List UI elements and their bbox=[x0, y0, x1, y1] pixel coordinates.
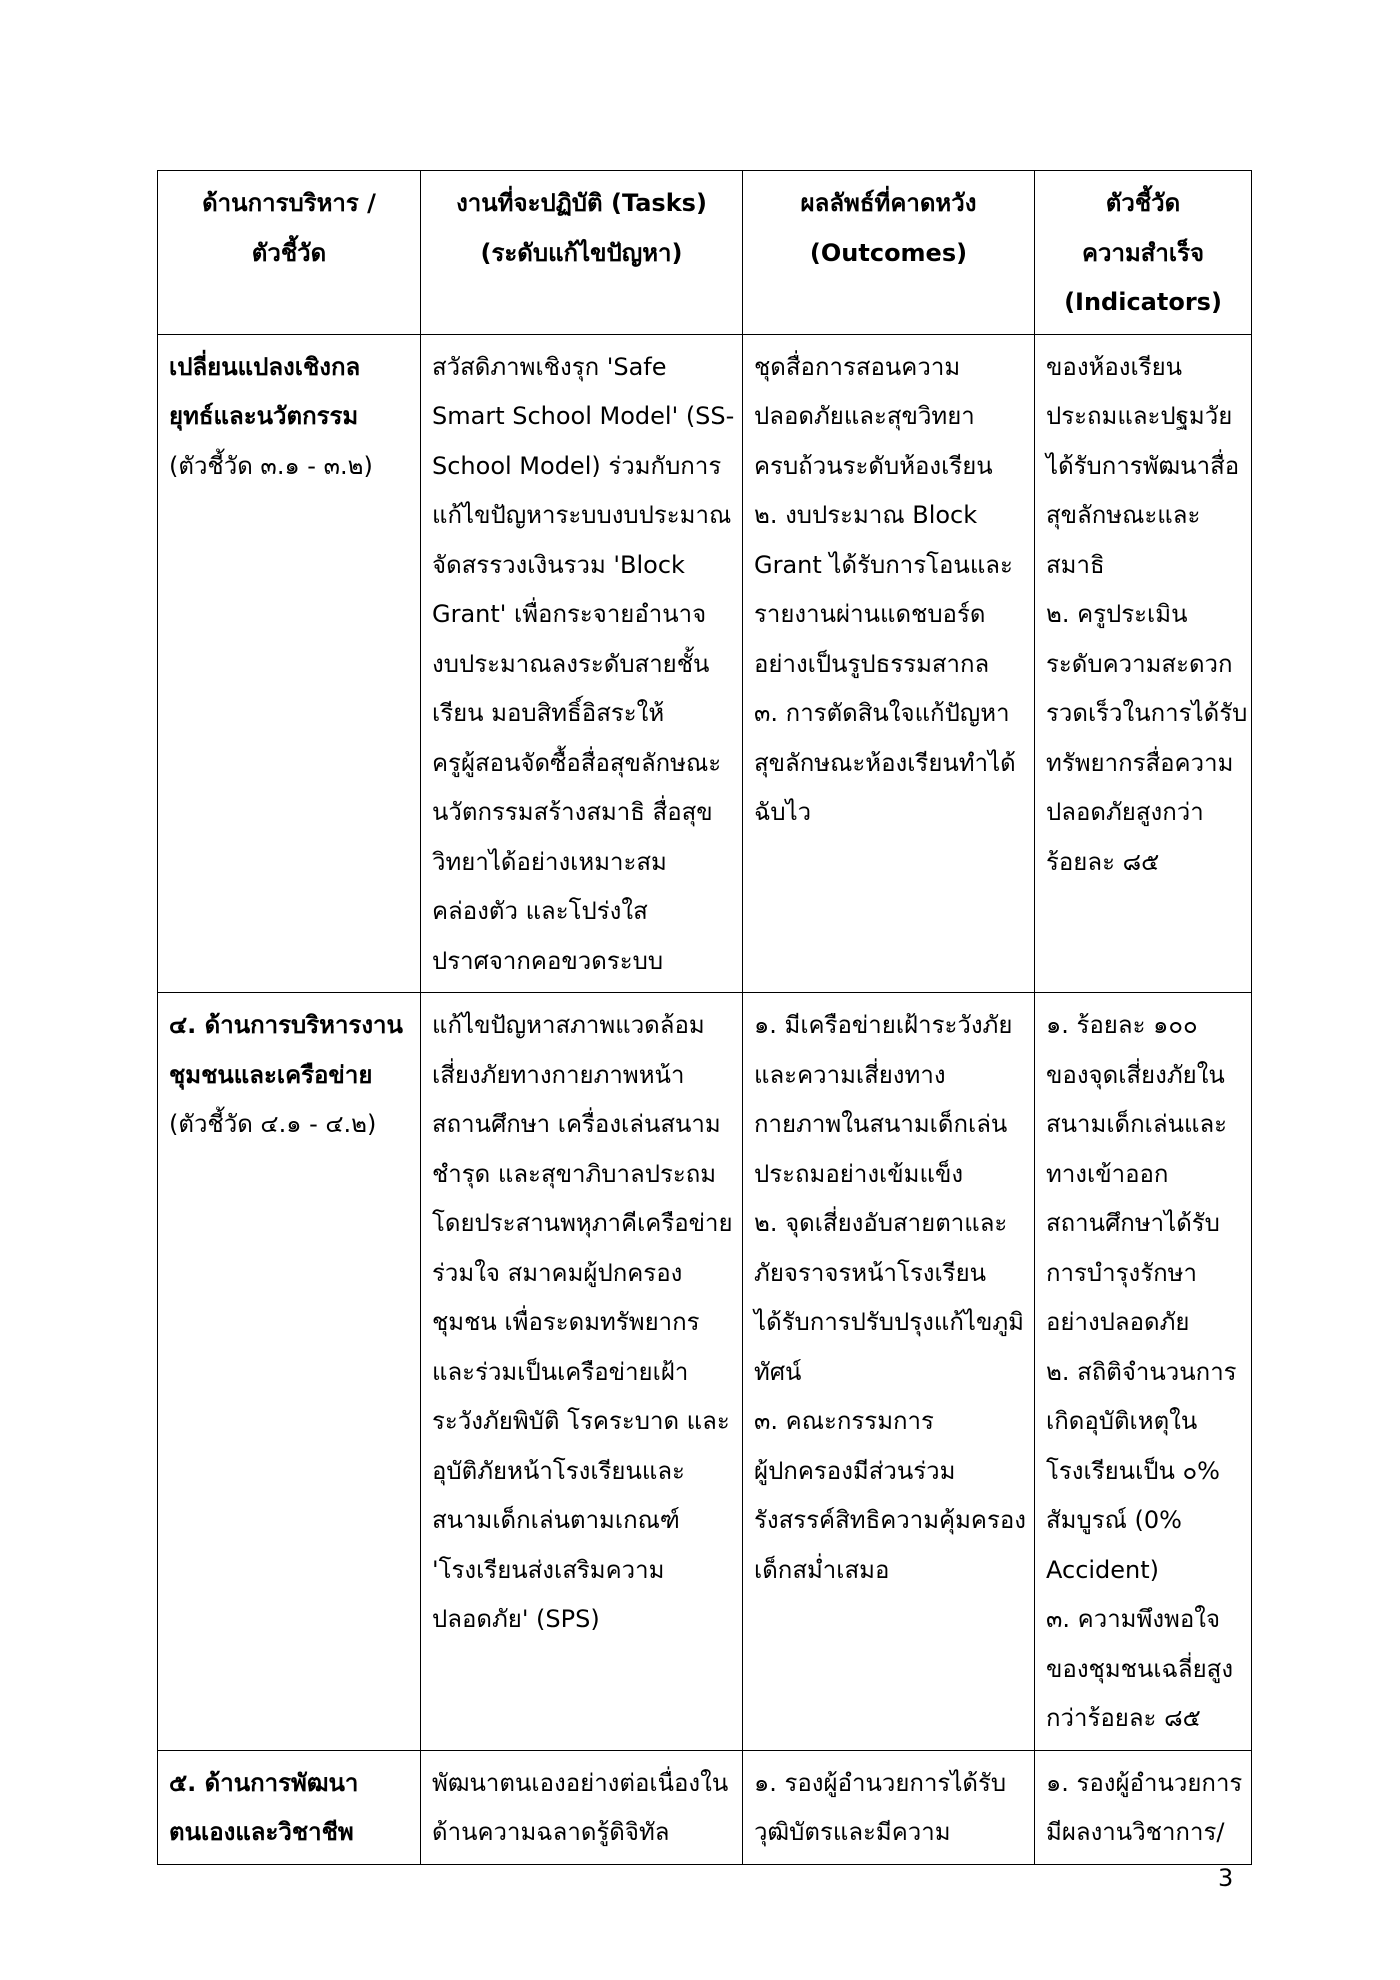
cell-line: ๓. การตัดสินใจแก้ปัญหา bbox=[754, 699, 1010, 727]
cell-line: ๓. คณะกรรมการ bbox=[754, 1407, 934, 1435]
cell-line: กายภาพในสนามเด็กเล่น bbox=[754, 1110, 1008, 1138]
cell-line: วุฒิบัตรและมีความ bbox=[754, 1818, 951, 1846]
cell-line: ผู้ปกครองมีส่วนร่วม bbox=[754, 1456, 956, 1485]
header-line: ตัวชี้วัด bbox=[1105, 189, 1181, 217]
cell-line: ทรัพยากรสื่อความ bbox=[1046, 748, 1234, 777]
cell-line: เปลี่ยนแปลงเชิงกล bbox=[169, 352, 361, 381]
cell-line: Smart School Model' (SS- bbox=[432, 402, 735, 430]
cell-line: Accident) bbox=[1046, 1555, 1160, 1584]
header-line: ตัวชี้วัด bbox=[251, 238, 327, 267]
cell-line: ๒. สถิติจำนวนการ bbox=[1046, 1357, 1237, 1386]
cell-line: ปลอดภัยและสุขวิทยา bbox=[754, 402, 975, 430]
cell-line: ครบถ้วนระดับห้องเรียน bbox=[754, 451, 993, 480]
cell-line: เรียน มอบสิทธิ์อิสระให้ bbox=[432, 699, 665, 727]
cell-indicators bbox=[1035, 993, 1252, 1751]
cell-line: ปลอดภัยสูงกว่า bbox=[1046, 798, 1204, 826]
cell-line: คล่องตัว และโปร่งใส bbox=[432, 897, 648, 925]
cell-line: พัฒนาตนเองอย่างต่อเนื่องใน bbox=[432, 1768, 729, 1797]
cell-line: ทัศน์ bbox=[754, 1357, 802, 1386]
cell-line: และร่วมเป็นเครือข่ายเฝ้า bbox=[432, 1357, 689, 1386]
cell-line: School Model) ร่วมกับการ bbox=[432, 451, 722, 480]
cell-line: สุขลักษณะห้องเรียนทำได้ bbox=[754, 748, 1016, 777]
header-line: ความสำเร็จ bbox=[1081, 238, 1205, 267]
cell-line: สุขลักษณะและ bbox=[1046, 501, 1201, 529]
cell-line: (ตัวชี้วัด ๔.๑ - ๔.๒) bbox=[169, 1110, 377, 1138]
cell-line: สวัสดิภาพเชิงรุก 'Safe bbox=[432, 352, 667, 381]
cell-indicators bbox=[1035, 334, 1252, 993]
cell-line: ได้รับการปรับปรุงแก้ไขภูมิ bbox=[754, 1308, 1024, 1336]
document-table-container bbox=[157, 170, 1251, 1865]
header-line: ผลลัพธ์ที่คาดหวัง bbox=[800, 189, 977, 217]
cell-line: อย่างเป็นรูปธรรมสากล bbox=[754, 649, 990, 678]
cell-line: แก้ไขปัญหาสภาพแวดล้อม bbox=[432, 1011, 705, 1039]
cell-line: ๔. ด้านการบริหารงาน bbox=[169, 1011, 403, 1039]
cell-line: สถานศึกษาได้รับ bbox=[1046, 1209, 1220, 1237]
cell-line: ชุมชน เพื่อระดมทรัพยากร bbox=[432, 1308, 700, 1336]
cell-line: ๕. ด้านการพัฒนา bbox=[169, 1768, 359, 1797]
cell-line: ปราศจากคอขวดระบบ bbox=[432, 946, 664, 975]
cell-line: ทางเข้าออก bbox=[1046, 1159, 1169, 1188]
cell-line: ตนเองและวิชาชีพ bbox=[169, 1818, 354, 1846]
cell-line: ภัยจราจรหน้าโรงเรียน bbox=[754, 1258, 987, 1287]
cell-line: ยุทธ์และนวัตกรรม bbox=[169, 402, 359, 430]
cell-line: รังสรรค์สิทธิความคุ้มครอง bbox=[754, 1506, 1026, 1534]
cell-tasks bbox=[421, 993, 743, 1751]
cell-line: สัมบูรณ์ (0% bbox=[1046, 1506, 1182, 1534]
cell-line: ชุดสื่อการสอนความ bbox=[754, 352, 961, 381]
cell-line: ด้านความฉลาดรู้ดิจิทัล bbox=[432, 1818, 670, 1846]
cell-line: ฉับไว bbox=[754, 798, 812, 826]
cell-line: อย่างปลอดภัย bbox=[1046, 1308, 1190, 1336]
cell-outcomes bbox=[743, 993, 1035, 1751]
cell-line: ๒. จุดเสี่ยงอับสายตาและ bbox=[754, 1209, 1008, 1237]
cell-line: ได้รับการพัฒนาสื่อ bbox=[1046, 451, 1240, 480]
header-line: (Outcomes) bbox=[809, 238, 968, 267]
cell-line: แก้ไขปัญหาระบบงบประมาณ bbox=[432, 501, 732, 529]
cell-line: ของจุดเสี่ยงภัยใน bbox=[1046, 1060, 1225, 1089]
header-area-indicator bbox=[158, 171, 421, 335]
header-line: งานที่จะปฏิบัติ (Tasks) bbox=[456, 189, 707, 217]
cell-line: ระดับความสะดวก bbox=[1046, 649, 1233, 678]
cell-line: ประถมอย่างเข้มแข็ง bbox=[754, 1159, 964, 1188]
cell-line: รายงานผ่านแดชบอร์ด bbox=[754, 600, 986, 628]
header-outcomes bbox=[743, 171, 1035, 335]
cell-line: ๓. ความพึงพอใจ bbox=[1046, 1605, 1221, 1633]
cell-line: จัดสรรวงเงินรวม 'Block bbox=[432, 550, 685, 579]
header-line: ด้านการบริหาร / bbox=[202, 189, 376, 217]
cell-line: เด็กสม่ำเสมอ bbox=[754, 1555, 890, 1584]
table-row bbox=[158, 993, 1252, 1751]
cell-line: และความเสี่ยงทาง bbox=[754, 1060, 946, 1089]
cell-line: Grant ได้รับการโอนและ bbox=[754, 550, 1013, 579]
cell-line: งบประมาณลงระดับสายชั้น bbox=[432, 649, 710, 678]
cell-line: ๑. มีเครือข่ายเฝ้าระวังภัย bbox=[754, 1011, 1013, 1039]
cell-line: อุบัติภัยหน้าโรงเรียนและ bbox=[432, 1456, 685, 1485]
cell-line: ๒. งบประมาณ Block bbox=[754, 501, 978, 529]
cell-line: ๒. ครูประเมิน bbox=[1046, 600, 1188, 628]
cell-line: เสี่ยงภัยทางกายภาพหน้า bbox=[432, 1060, 685, 1089]
cell-tasks bbox=[421, 334, 743, 993]
cell-line: โดยประสานพหุภาคีเครือข่าย bbox=[432, 1209, 733, 1237]
header-line: (ระดับแก้ไขปัญหา) bbox=[480, 238, 683, 267]
page-number: 3 bbox=[1218, 1864, 1234, 1892]
cell-line: ครูผู้สอนจัดซื้อสื่อสุขลักษณะ bbox=[432, 748, 722, 777]
cell-line: ระวังภัยพิบัติ โรคระบาด และ bbox=[432, 1407, 730, 1435]
cell-line: ๑. รองผู้อำนวยการได้รับ bbox=[754, 1768, 1007, 1797]
cell-line: 'โรงเรียนส่งเสริมความ bbox=[432, 1555, 665, 1584]
cell-outcomes bbox=[743, 1750, 1035, 1864]
header-tasks bbox=[421, 171, 743, 335]
cell-line: ๑. ร้อยละ ๑๐๐ bbox=[1046, 1011, 1198, 1039]
cell-area bbox=[158, 1750, 421, 1864]
cell-indicators bbox=[1035, 1750, 1252, 1864]
table-body bbox=[158, 334, 1252, 1864]
cell-line: วิทยาได้อย่างเหมาะสม bbox=[432, 847, 667, 876]
cell-line: ของห้องเรียน bbox=[1046, 352, 1183, 381]
cell-line: ประถมและปฐมวัย bbox=[1046, 402, 1233, 430]
cell-line: สมาธิ bbox=[1046, 550, 1105, 579]
cell-line: ของชุมชนเฉลี่ยสูง bbox=[1046, 1654, 1234, 1683]
cell-line: มีผลงานวิชาการ/ bbox=[1046, 1818, 1225, 1846]
cell-line: ๑. รองผู้อำนวยการ bbox=[1046, 1768, 1243, 1797]
cell-tasks bbox=[421, 1750, 743, 1864]
cell-area bbox=[158, 993, 421, 1751]
cell-outcomes bbox=[743, 334, 1035, 993]
cell-line: ชำรุด และสุขาภิบาลประถม bbox=[432, 1159, 717, 1188]
cell-line: ปลอดภัย' (SPS) bbox=[432, 1605, 600, 1633]
cell-line: ร่วมใจ สมาคมผู้ปกครอง bbox=[432, 1258, 683, 1287]
table-row bbox=[158, 1750, 1252, 1864]
cell-line: ร้อยละ ๘๕ bbox=[1046, 847, 1160, 876]
cell-line: เกิดอุบัติเหตุใน bbox=[1046, 1407, 1198, 1435]
cell-line: ชุมชนและเครือข่าย bbox=[169, 1060, 373, 1089]
table-header-row bbox=[158, 171, 1252, 335]
header-line: (Indicators) bbox=[1064, 288, 1222, 316]
cell-line: (ตัวชี้วัด ๓.๑ - ๓.๒) bbox=[169, 451, 373, 480]
table-row bbox=[158, 334, 1252, 993]
cell-line: Grant' เพื่อกระจายอำนาจ bbox=[432, 600, 707, 628]
cell-line: รวดเร็วในการได้รับ bbox=[1046, 699, 1248, 727]
cell-line: โรงเรียนเป็น ๐% bbox=[1046, 1456, 1220, 1485]
cell-area bbox=[158, 334, 421, 993]
cell-line: การบำรุงรักษา bbox=[1046, 1258, 1197, 1287]
cell-line: นวัตกรรมสร้างสมาธิ สื่อสุข bbox=[432, 798, 713, 826]
cell-line: กว่าร้อยละ ๘๕ bbox=[1046, 1704, 1201, 1732]
cell-line: สนามเด็กเล่นตามเกณฑ์ bbox=[432, 1506, 680, 1534]
cell-line: สนามเด็กเล่นและ bbox=[1046, 1110, 1228, 1138]
header-indicators bbox=[1035, 171, 1252, 335]
administration-plan-table bbox=[157, 170, 1252, 1865]
cell-line: สถานศึกษา เครื่องเล่นสนาม bbox=[432, 1110, 721, 1138]
